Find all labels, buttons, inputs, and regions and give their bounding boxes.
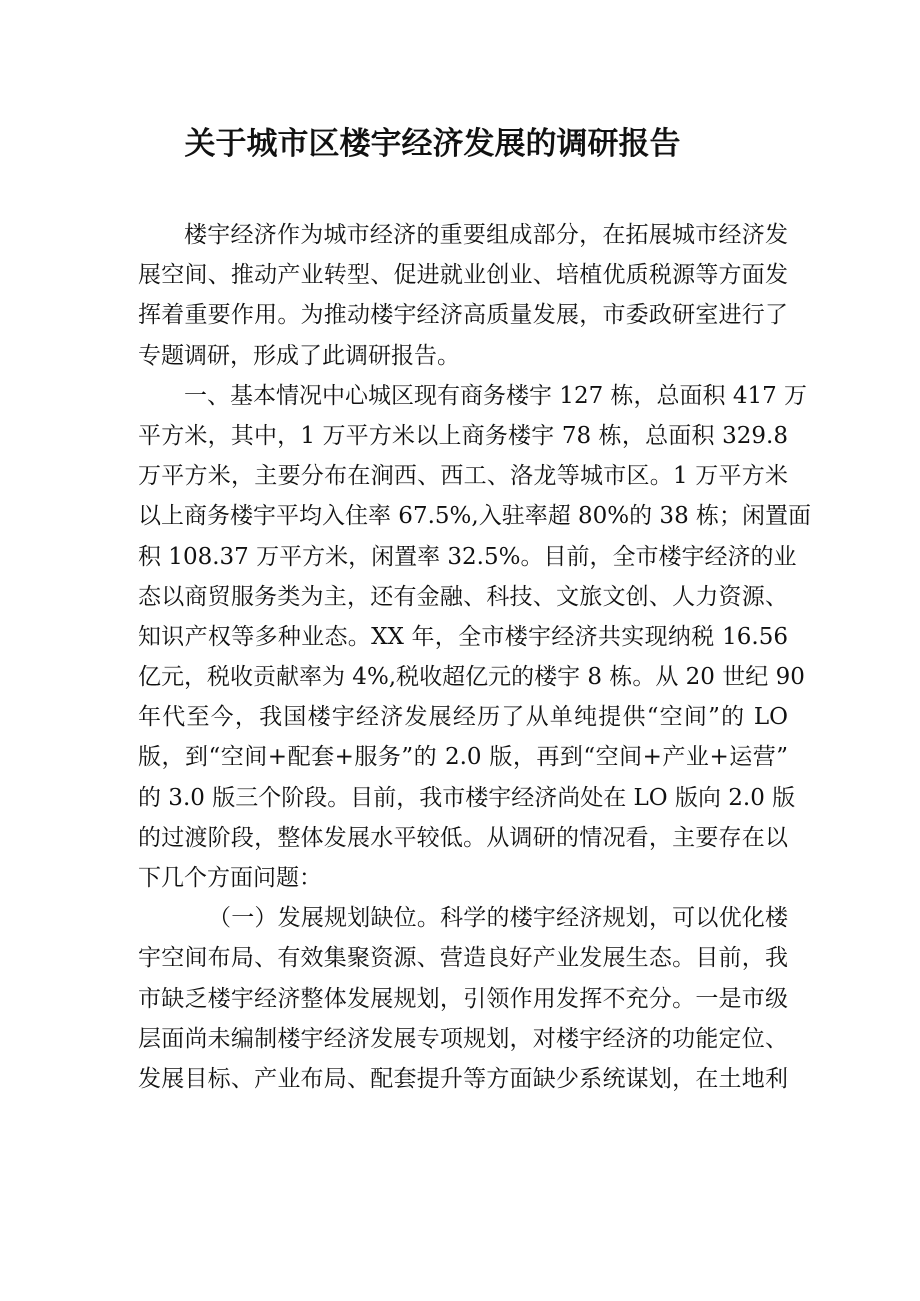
paragraph-line: 宇空间布局、有效集聚资源、营造良好产业发展生态。目前，我 (138, 945, 788, 972)
document-body (138, 215, 812, 1099)
paragraph-line: 以上商务楼宇平均入住率 67.5%,入驻率超 80%的 38 栋；闲置面 (138, 503, 812, 530)
paragraph-line: 一、基本情况中心城区现有商务楼宇 127 栋，总面积 417 万 (184, 382, 808, 409)
paragraph-line: 的 3.0 版三个阶段。目前，我市楼宇经济尚处在 LO 版向 2.0 版 (138, 784, 796, 811)
paragraph-line: 知识产权等多种业态。XX 年，全市楼宇经济共实现纳税 16.56 (138, 623, 788, 650)
paragraph-line: 平方米，其中，1 万平方米以上商务楼宇 78 栋，总面积 329.8 (138, 422, 788, 449)
paragraph-line: 的过渡阶段，整体发展水平较低。从调研的情况看，主要存在以 (138, 824, 788, 851)
paragraph-line: 积 108.37 万平方米，闲置率 32.5%。目前，全市楼宇经济的业 (138, 543, 797, 570)
paragraph-line: 市缺乏楼宇经济整体发展规划，引领作用发挥不充分。一是市级 (138, 985, 788, 1012)
paragraph-line: 态以商贸服务类为主，还有金融、科技、文旅文创、人力资源、 (138, 583, 788, 610)
paragraph-line: 发展目标、产业布局、配套提升等方面缺少系统谋划，在土地利 (138, 1065, 788, 1092)
paragraph-line: 版，到“空间+配套+服务”的 2.0 版，再到“空间+产业+运营” (138, 744, 788, 771)
paragraph-line: 楼宇经济作为城市经济的重要组成部分，在拓展城市经济发 (184, 222, 788, 248)
paragraph-line: （一）发展规划缺位。科学的楼宇经济规划，可以优化楼 (208, 905, 788, 932)
paragraph-line: 亿元，税收贡献率为 4%,税收超亿元的楼宇 8 栋。从 20 世纪 90 (138, 664, 805, 691)
paragraph-line: 层面尚未编制楼宇经济发展专项规划，对楼宇经济的功能定位、 (138, 1025, 788, 1052)
paragraph-line: 展空间、推动产业转型、促进就业创业、培植优质税源等方面发 (138, 262, 788, 289)
paragraph-line: 下几个方面问题： (138, 865, 322, 891)
paragraph-line: 专题调研，形成了此调研报告。 (138, 342, 460, 369)
paragraph-line: 年代至今，我国楼宇经济发展经历了从单纯提供“空间”的 LO (138, 704, 788, 731)
paragraph-line: 挥着重要作用。为推动楼宇经济高质量发展，市委政研室进行了 (138, 302, 788, 329)
paragraph-line: 万平方米，主要分布在涧西、西工、洛龙等城市区。1 万平方米 (138, 463, 788, 490)
document-title: 关于城市区楼宇经济发展的调研报告 (184, 126, 681, 162)
